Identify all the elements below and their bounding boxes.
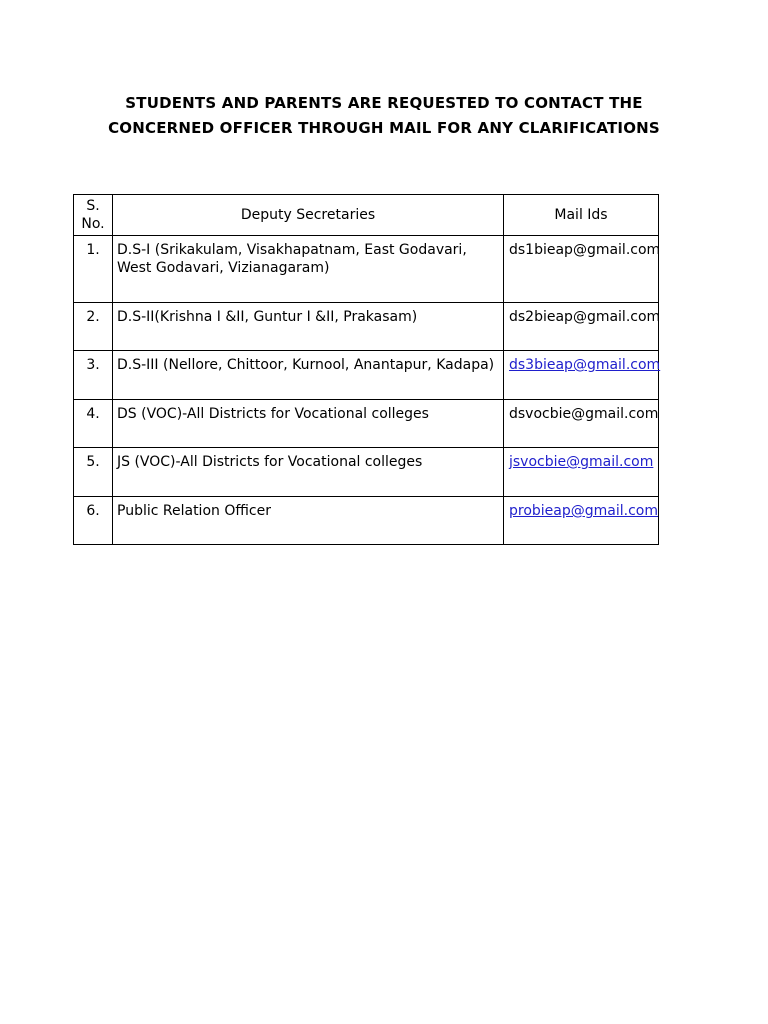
row-mail (504, 351, 659, 400)
mail-link[interactable]: probieap@gmail.com (509, 503, 658, 519)
row-sno: 2. (74, 303, 113, 351)
mail-text: ds1bieap@gmail.com (509, 242, 661, 258)
row-sno: 5. (74, 448, 113, 497)
row-mail (504, 448, 659, 497)
contacts-table (73, 194, 659, 545)
table-row (74, 303, 659, 351)
mail-link[interactable]: jsvocbie@gmail.com (509, 454, 654, 470)
row-deputy: D.S-III (Nellore, Chittoor, Kurnool, Anantapur, Kadapa) (113, 351, 504, 400)
mail-text: ds2bieap@gmail.com (509, 309, 661, 325)
table-header-row (74, 195, 659, 236)
header-sno-line2: No. (81, 216, 105, 232)
row-sno: 6. (74, 497, 113, 545)
header-sno-line1: S. (86, 198, 100, 214)
row-deputy: JS (VOC)-All Districts for Vocational colleges (113, 448, 504, 497)
header-deputy-secretaries: Deputy Secretaries (113, 195, 504, 236)
row-sno: 3. (74, 351, 113, 400)
table-row (74, 400, 659, 448)
header-sno (74, 195, 113, 236)
table-row (74, 497, 659, 545)
row-mail (504, 303, 659, 351)
row-mail (504, 400, 659, 448)
table-row (74, 236, 659, 303)
page-heading (0, 91, 768, 141)
mail-link[interactable]: ds3bieap@gmail.com (509, 357, 661, 373)
row-deputy: D.S-II(Krishna I &II, Guntur I &II, Prakasam) (113, 303, 504, 351)
row-mail (504, 236, 659, 303)
row-sno: 1. (74, 236, 113, 303)
row-mail (504, 497, 659, 545)
heading-line-1: STUDENTS AND PARENTS ARE REQUESTED TO CONTACT THE (125, 94, 643, 112)
row-deputy: DS (VOC)-All Districts for Vocational colleges (113, 400, 504, 448)
row-deputy: Public Relation Officer (113, 497, 504, 545)
heading-line-2: CONCERNED OFFICER THROUGH MAIL FOR ANY CLARIFICATIONS (108, 119, 660, 137)
mail-text: dsvocbie@gmail.com (509, 406, 659, 422)
table-row (74, 351, 659, 400)
table-row (74, 448, 659, 497)
header-mail-ids: Mail Ids (504, 195, 659, 236)
row-deputy: D.S-I (Srikakulam, Visakhapatnam, East Godavari, West Godavari, Vizianagaram) (113, 236, 504, 303)
row-sno: 4. (74, 400, 113, 448)
